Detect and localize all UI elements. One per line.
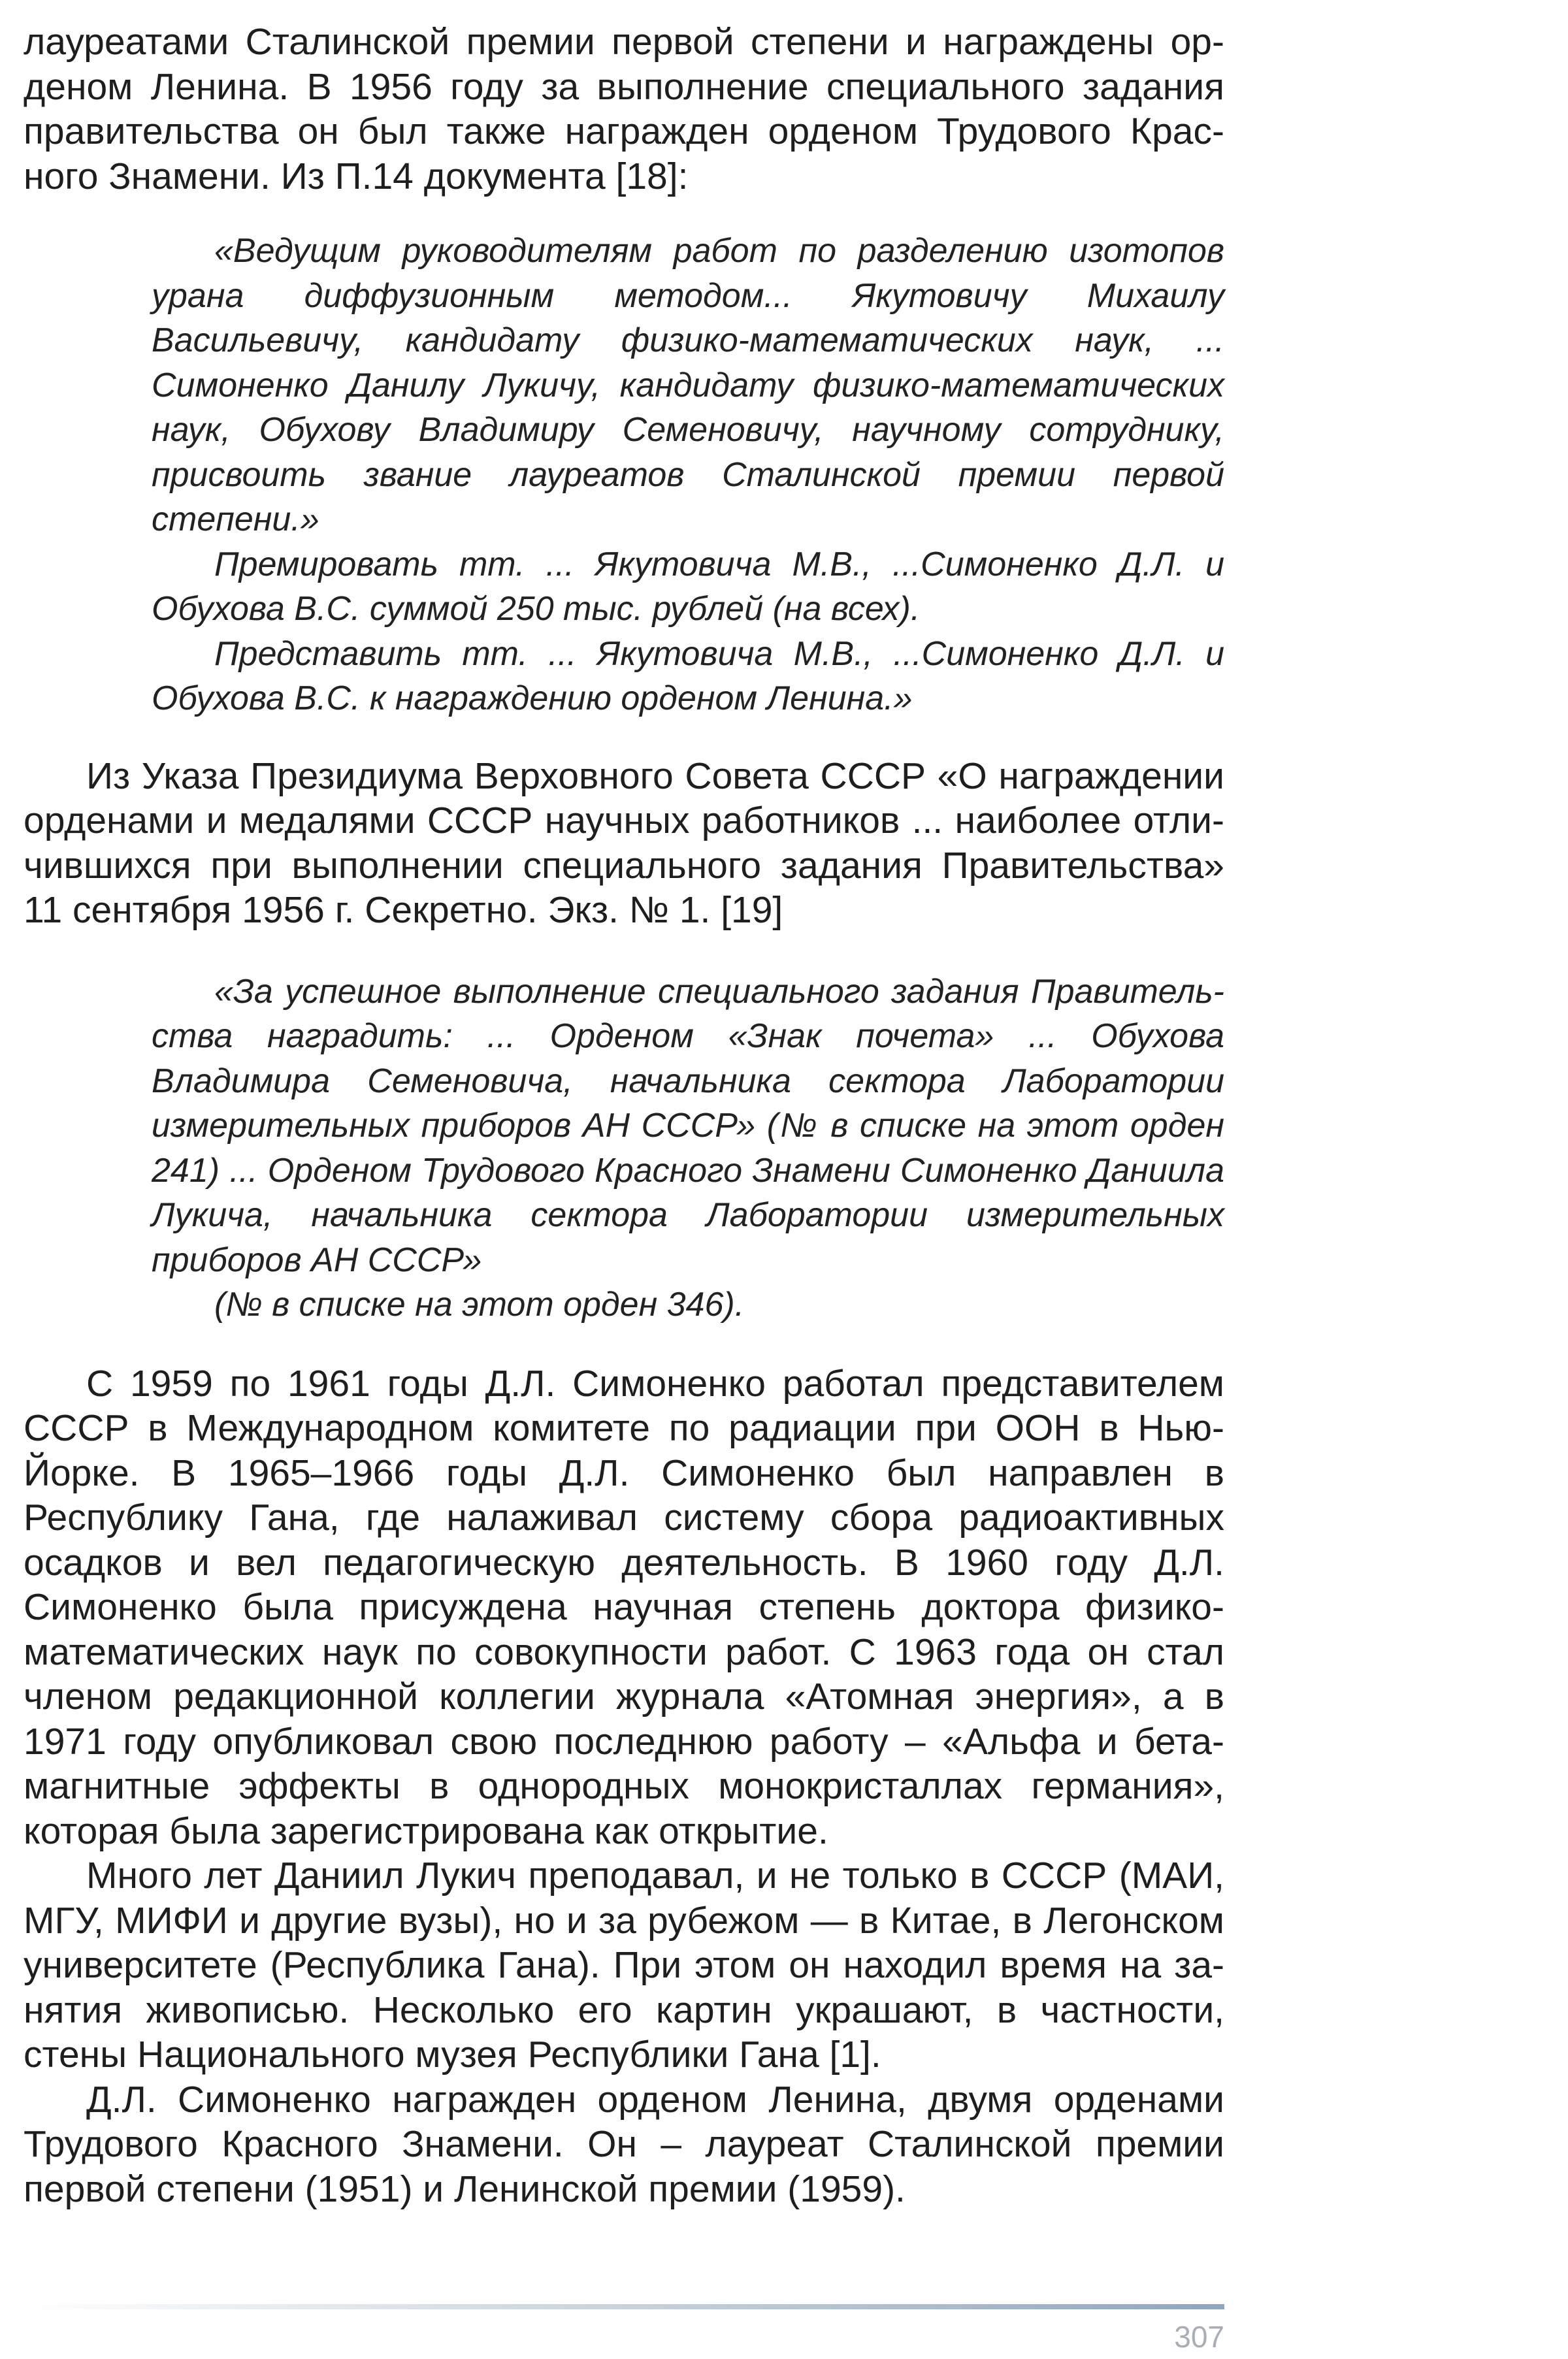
- footer-rule: [24, 2304, 1224, 2309]
- quote-line: (№ в списке на этот орден 346).: [214, 1286, 745, 1324]
- paragraph-career: С 1959 по 1961 годы Д.Л. Симоненко работал представителем СССР в Международном комитете по радиации при ООН в Нью-Йорке. В 1965–1966 годы Д.Л. Симоненко был направлен в Республику Гана, где налаживал систему сбора радиоактивных осадков и вел педагогическую деятельность. В 1960 году Д.Л. Симоненко была присуждена научная степень доктора физико-математических наук по совокупности работ. С 1963 года он стал членом редакционной коллегии журнала «Атомная энергия», а в 1971 году опубликовал свою последнюю работу – «Альфа и бета-магнитные эффекты в однородных монокристаллах германия», которая была зарегистрирована как открытие.: [24, 1362, 1224, 1852]
- quote-line: «За успешное выполнение специального задания Правительства наградить: ... Орденом «Знак почета» ... Обухова Владимира Семеновича, начальника сектора Лаборатории измерительных приборов АН СССР» (№ в списке на этот орден 241) ... Орденом Трудового Красного Знамени Симоненко Даниила Лукича, начальника сектора Лаборатории измерительных приборов АН СССР»: [152, 972, 1224, 1279]
- paragraph-intro: лауреатами Сталинской премии первой степени и награждены орденом Ленина. В 1956 году за выполнение специального задания правительства он был также награжден орденом Трудового Красного Знамени. Из П.14 документа [18]:: [24, 21, 1224, 197]
- spacer: [24, 1327, 1224, 1361]
- quote-line: Представить тт. ... Якутовича М.В., ...Симоненко Д.Л. и Обухова В.С. к награждению орденом Ленина.»: [152, 634, 1224, 717]
- quote-line: «Ведущим руководителям работ по разделению изотопов урана диффузионным методом... Якутовичу Михаилу Васильевичу, кандидату физико-математических наук, ... Симоненко Данилу Лукичу, кандидату физико-математических наук, Обухову Владимиру Семеновичу, научному сотруднику, присвоить звание лауреатов Сталинской премии первой степени.»: [152, 232, 1224, 538]
- page-body: [24, 20, 1224, 2211]
- spacer: [24, 933, 1224, 969]
- paragraph-awards: Д.Л. Симоненко награжден орденом Ленина, двумя орденами Трудового Красного Знамени. Он – лауреат Сталинской премии первой степени (1951) и Ленинской премии (1959).: [24, 2078, 1224, 2210]
- quote-ukaz-19: [152, 969, 1224, 1327]
- quote-document-18: [152, 229, 1224, 721]
- page-number: 307: [1174, 2320, 1224, 2354]
- quote-line: Премировать тт. ... Якутовича М.В., ...Симоненко Д.Л. и Обухова В.С. суммой 250 тыс. рублей (на всех).: [152, 545, 1224, 628]
- paragraph-teaching: Много лет Даниил Лукич преподавал, и не только в СССР (МАИ, МГУ, МИФИ и другие вузы), но и за рубежом — в Китае, в Легонском университете (Республика Гана). При этом он находил время на занятия живописью. Несколько его картин украшают, в частности, стены Национального музея Республики Гана [1].: [24, 1855, 1224, 2075]
- spacer: [24, 721, 1224, 754]
- spacer: [24, 199, 1224, 229]
- paragraph-ukaz: Из Указа Президиума Верховного Совета СССР «О награждении орденами и медалями СССР научных работников ... наиболее отличившихся при выполнении специального задания Правительства» 11 сентября 1956 г. Секретно. Экз. № 1. [19]: [24, 755, 1224, 931]
